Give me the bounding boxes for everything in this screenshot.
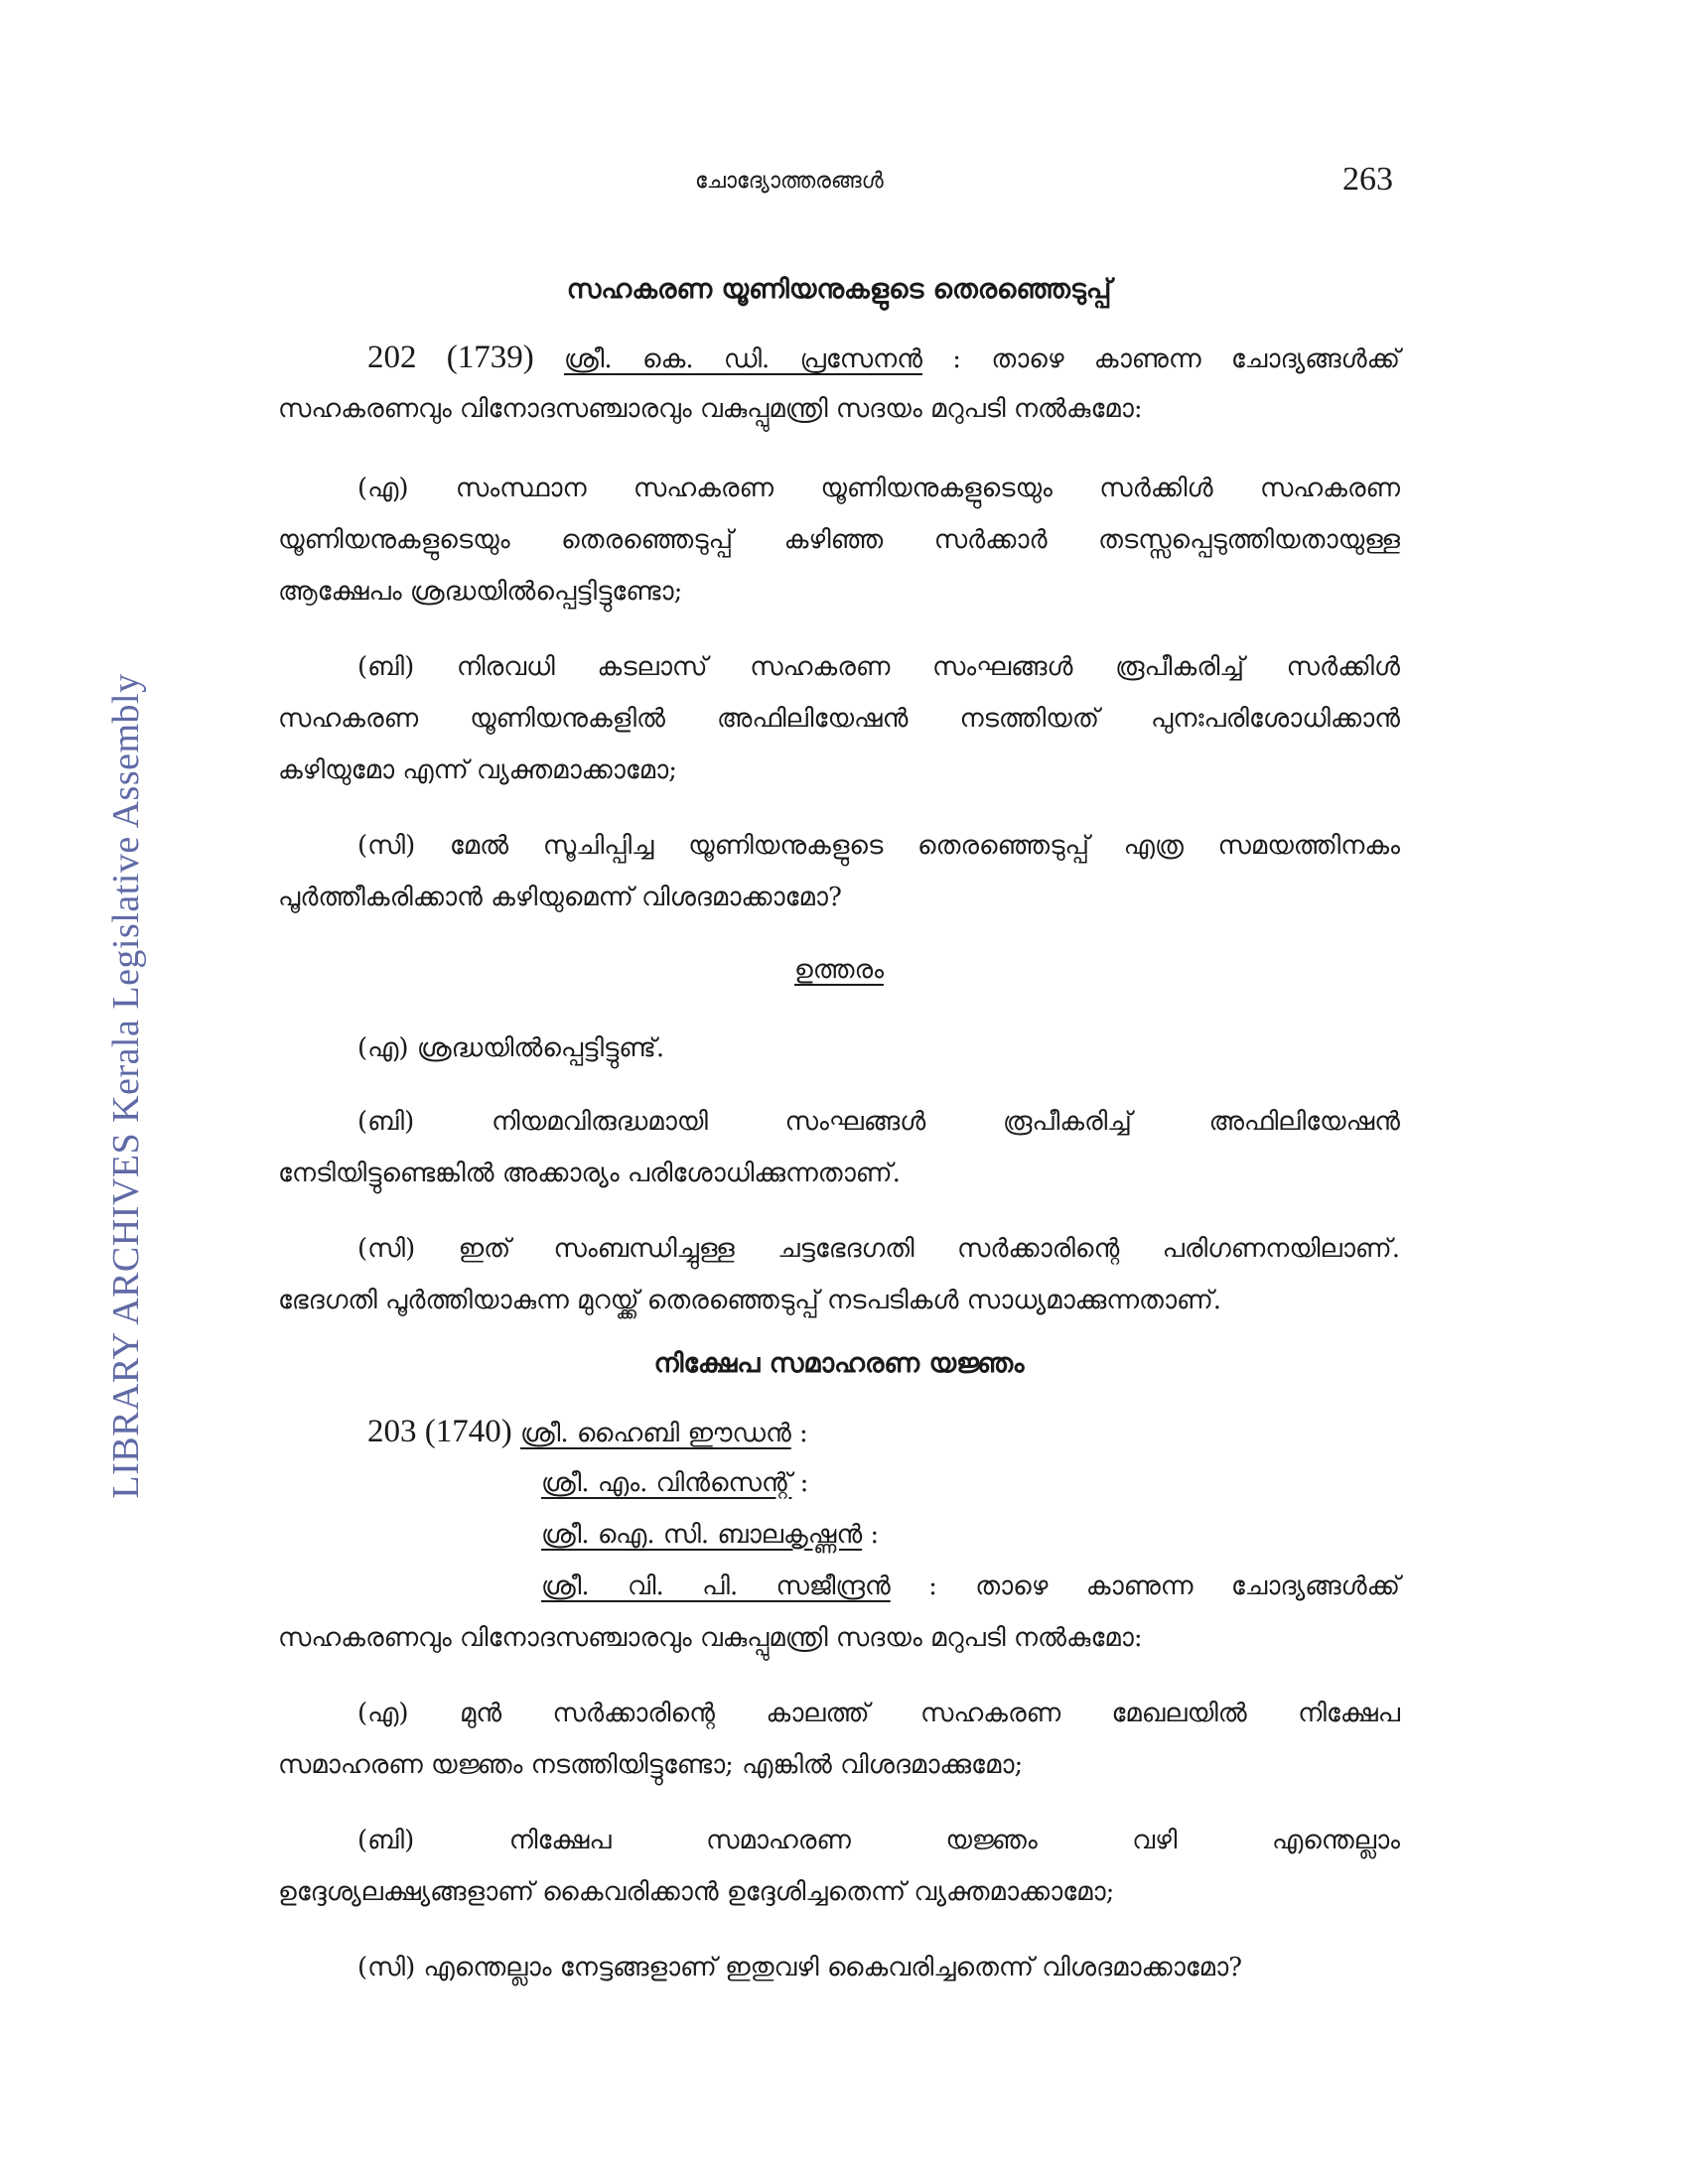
question-203-a-line1: (എ) മുൻ സർക്കാരിന്റെ കാലത്ത് സഹകരണ മേഖലയിൽ നിക്ഷേപ: [357, 1699, 1400, 1728]
answer-202-b-line2: നേടിയിട്ടുണ്ടെങ്കിൽ അക്കാര്യം പരിശോധിക്കുന്നതാണ്.: [278, 1159, 901, 1188]
question-202-b-line3: കഴിയുമോ എന്ന് വ്യക്തമാക്കാമോ;: [278, 755, 677, 785]
question-202-c-line2: പൂർത്തീകരിക്കാൻ കഴിയുമെന്ന് വിശദമാക്കാമോ?: [278, 883, 842, 912]
question-202-a-line3: ആക്ഷേപം ശ്രദ്ധയിൽപ്പെട്ടിട്ടുണ്ടോ;: [278, 577, 683, 607]
member-name: ശ്രീ. ഐ. സി. ബാലകൃഷ്ണൻ: [541, 1520, 863, 1550]
question-203-member-1: 203 (1740) ശ്രീ. ഹൈബി ഈഡൻ :: [367, 1414, 808, 1449]
section-heading-202: സഹകരണ യൂണിയനുകളുടെ തെരഞ്ഞെടുപ്പ്: [566, 274, 1112, 305]
section-heading-203: നിക്ഷേപ സമാഹരണ യജ്ഞം: [653, 1348, 1025, 1379]
question-203-member-4: [278, 1567, 1400, 1606]
running-header: ചോദ്യോത്തരങ്ങൾ: [695, 169, 884, 194]
member-name: ശ്രീ. വി. പി. സജീന്ദ്രൻ: [541, 1571, 891, 1601]
question-202-b-line2: സഹകരണ യൂണിയനുകളിൽ അഫിലിയേഷൻ നടത്തിയത് പുനഃപരിശോധിക്കാൻ: [278, 704, 1400, 734]
answer-202-c-line2: ഭേദഗതി പൂർത്തിയാകുന്ന മുറയ്ക്ക് തെരഞ്ഞെടുപ്പ് നടപടികൾ സാധ്യമാക്കുന്നതാണ്.: [278, 1286, 1222, 1315]
answer-202-a: (എ) ശ്രദ്ധയിൽപ്പെട്ടിട്ടുണ്ട്.: [357, 1033, 665, 1063]
question-202-intro-line2: സഹകരണവും വിനോദസഞ്ചാരവും വകുപ്പുമന്ത്രി സദയം മറുപടി നൽകുമോ:: [278, 394, 1143, 424]
member-name: ശ്രീ. ഹൈബി ഈഡൻ: [520, 1419, 791, 1448]
question-202-a-line1: (എ) സംസ്ഥാന സഹകരണ യൂണിയനുകളുടെയും സർക്കിൾ സഹകരണ: [357, 474, 1400, 503]
question-202-a-line2: യൂണിയനുകളുടെയും തെരഞ്ഞെടുപ്പ് കഴിഞ്ഞ സർക്കാർ തടസ്സപ്പെടുത്തിയതായുള്ള: [278, 525, 1400, 555]
question-number: 202 (1739): [367, 340, 534, 375]
question-202-intro: [278, 338, 1400, 379]
member-name: ശ്രീ. കെ. ഡി. പ്രസേനൻ: [564, 344, 923, 374]
question-203-intro-line2: സഹകരണവും വിനോദസഞ്ചാരവും വകുപ്പുമന്ത്രി സദയം മറുപടി നൽകുമോ:: [278, 1623, 1143, 1653]
question-203-b-line2: ഉദ്ദേശ്യലക്ഷ്യങ്ങളാണ് കൈവരിക്കാൻ ഉദ്ദേശിച്ചതെന്ന് വ്യക്തമാക്കാമോ;: [278, 1877, 1115, 1907]
question-203-member-3: ശ്രീ. ഐ. സി. ബാലകൃഷ്ണൻ :: [541, 1520, 880, 1550]
question-number: 203 (1740): [367, 1414, 512, 1449]
question-202-b-line1: (ബി) നിരവധി കടലാസ് സഹകരണ സംഘങ്ങൾ രൂപീകരിച്ച് സർക്കിൾ: [357, 652, 1400, 682]
intro-text: : താഴെ കാണുന്ന ചോദ്യങ്ങൾക്ക്: [922, 344, 1401, 374]
page-number: 263: [1342, 161, 1393, 198]
question-203-c: (സി) എന്തെല്ലാം നേട്ടങ്ങളാണ് ഇതുവഴി കൈവരിച്ചതെന്ന് വിശദമാക്കാമോ?: [357, 1953, 1243, 1982]
answer-202-c-line1: (സി) ഇത് സംബന്ധിച്ചുള്ള ചട്ടഭേദഗതി സർക്കാരിന്റെ പരിഗണനയിലാണ്.: [357, 1234, 1400, 1264]
intro-text: : താഴെ കാണുന്ന ചോദ്യങ്ങൾക്ക്: [890, 1571, 1400, 1601]
archive-watermark: LIBRARY ARCHIVES Kerala Legislative Assembly: [105, 673, 147, 1499]
question-203-b-line1: (ബി) നിക്ഷേപ സമാഹരണ യജ്ഞം വഴി എന്തെല്ലാം: [357, 1826, 1400, 1855]
answer-202-b-line1: (ബി) നിയമവിരുദ്ധമായി സംഘങ്ങൾ രൂപീകരിച്ച് അഫിലിയേഷൻ: [357, 1107, 1400, 1137]
member-name: ശ്രീ. എം. വിൻസെന്റ്: [541, 1468, 792, 1498]
question-203-member-2: ശ്രീ. എം. വിൻസെന്റ് :: [541, 1468, 809, 1498]
question-203-a-line2: സമാഹരണ യജ്ഞം നടത്തിയിട്ടുണ്ടോ; എങ്കിൽ വിശദമാക്കുമോ;: [278, 1750, 1024, 1780]
question-202-c-line1: (സി) മേൽ സൂചിപ്പിച്ച യൂണിയനുകളുടെ തെരഞ്ഞെടുപ്പ് എത്ര സമയത്തിനകം: [357, 831, 1400, 861]
answer-heading: ഉത്തരം: [794, 955, 884, 985]
